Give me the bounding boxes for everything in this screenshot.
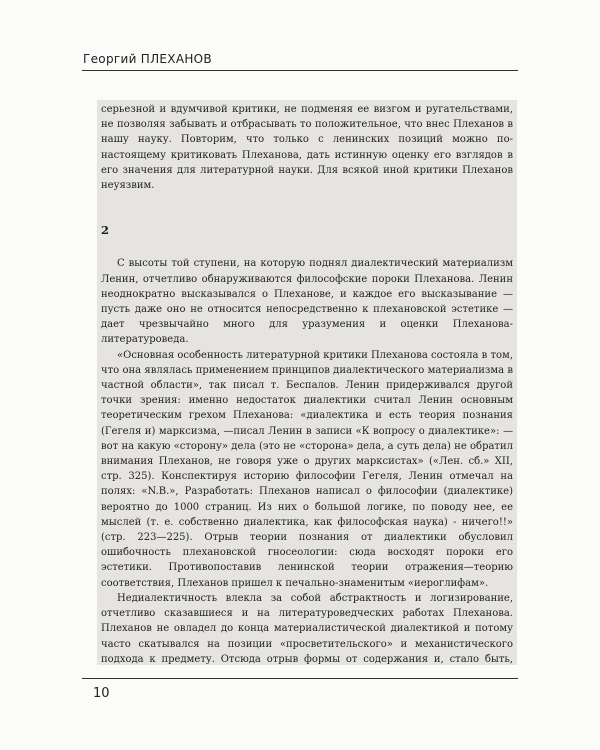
page-number: 10 [93,686,110,701]
running-header: Георгий ПЛЕХАНОВ [83,52,212,66]
paragraph-3: «Основная особенность литературной критики Плеханова состояла в том, что она являлась применением принципов диалектического материализма в частной области», так писал т. Беспалов. Ленин придерживался другой точки зрения: именно недостаток диалектики считал Ленин основным теоретическим грехом Плеханова: «диалектика и есть теория познания (Гегеля и) марксизма, —писал Ленин в записи «К вопросу о диалектике»: —вот на какую «сторону» дела (это не «сторона» дела, а суть дела) не обратил внимания Плеханов, не говоря уже о других марксистах» («Лен. сб.» XII, стр. 325). Конспектируя историю философии Гегеля, Ленин отмечал на полях: «N.B.», Разработать: Плеханов написал о философии (диалектике) вероятно до 1000 страниц. Из них о большой логике, по поводу нее, ее мыслей (т. е. собственно диалектика, как философская наука) - ничего!!» (стр. 223—225). Отрыв теории познания от диалектики обусловил ошибочность плехановской гносеологии: сюда восходят пороки его эстетики. Противопоставив ленинской теории отражения—теорию соответствия, Плеханов пришел к печально-знаменитым «иероглифам». [101,349,513,589]
paragraph-4: Недиалектичность влекла за собой абстрактность и логизирование, отчетливо сказавшиеся и на литературоведческих работах Плеханова. Плеханов не овладел до конца материалистической диалектикой и потому часто скатывался на позиции «просветительского» и механистического подхода к предмету. Отсюда отрыв формы от содержания и, стало быть, [101,592,513,665]
paragraph-2: С высоты той ступени, на которую поднял диалектический материализм Ленин, отчетливо обнаруживаются философские пороки Плеханова. Ленин неоднократно высказывался о Плеханове, и каждое его высказывание — пусть даже оно не относится непосредственно к плехановской эстетике — дает чрезвычайно много для уразумения и оценки Плеханова-литературоведа. [101,258,513,346]
section-number: 2 [101,223,110,238]
paragraph-1: серьезной и вдумчивой критики, не подменяя ее визгом и ругательствами, не позволяя забывать и отбрасывать то положительное, что внес Плеханов в нашу науку. Повторим, что только с ленинских позиций можно по-настоящему критиковать Плеханова, дать истинную оценку его взглядов в его значения для литературной науки. Для всякой иной критики Плеханов неуязвим. [101,104,513,192]
header-rule [82,70,518,71]
page-body [97,100,517,665]
footer-rule [82,678,518,679]
body-text [97,100,517,665]
